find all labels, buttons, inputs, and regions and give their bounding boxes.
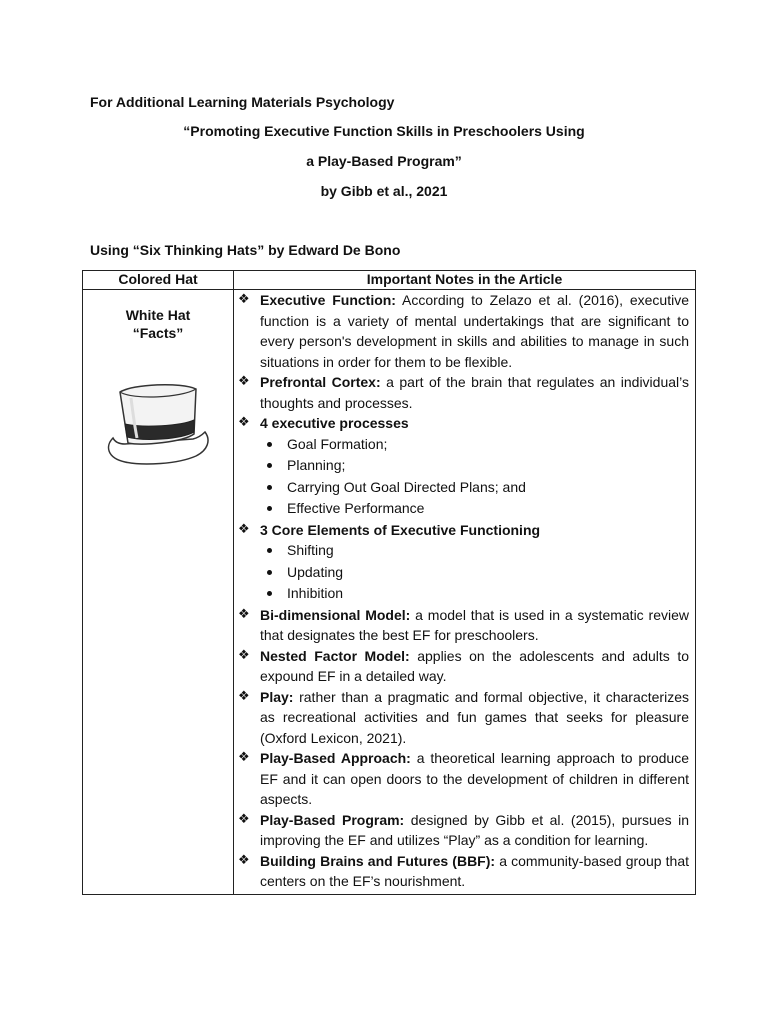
note-item <box>238 605 689 646</box>
sub-list-item: Updating <box>260 562 689 584</box>
hat-name: White Hat <box>125 307 191 323</box>
notes-cell <box>234 290 696 895</box>
table-row <box>83 290 696 895</box>
article-title-line-1: “Promoting Executive Function Skills in Preschoolers Using <box>183 123 585 139</box>
note-text: applies on the adolescents and adults to expound EF in a detailed way. <box>260 647 689 684</box>
note-term: Executive Function: <box>260 292 396 308</box>
note-item <box>238 520 689 605</box>
note-term: 3 Core Elements of Executive Functioning <box>260 521 541 538</box>
hat-cell <box>83 290 234 895</box>
note-item <box>238 851 689 892</box>
note-term: 4 executive processes <box>260 415 409 431</box>
note-item <box>238 413 689 520</box>
note-text: rather than a pragmatic and formal objective, it characterizes as recreational activities and fun games that seeks for pleasure (Oxford Lexicon, 2021). <box>260 688 689 746</box>
note-term: Bi-dimensional Model: <box>260 606 411 623</box>
note-item <box>238 748 689 810</box>
notes-list <box>234 290 695 894</box>
important-notes-header: Important Notes in the Article <box>234 271 696 290</box>
article-byline: by Gibb et al., 2021 <box>320 183 448 199</box>
note-term: Play-Based Program: <box>260 811 405 828</box>
note-term: Nested Factor Model: <box>260 647 410 664</box>
note-term: Prefrontal Cortex: <box>260 374 381 390</box>
note-term: Play: <box>260 688 294 705</box>
sub-list-item: Effective Performance <box>260 498 689 520</box>
note-text: designed by Gibb et al. (2015), pursues in improving the EF and utilizes “Play” as a condition for learning. <box>260 811 690 848</box>
note-item <box>238 646 689 687</box>
six-thinking-hats-table <box>82 270 696 895</box>
sub-list-item: Carrying Out Goal Directed Plans; and <box>260 477 689 499</box>
course-heading: For Additional Learning Materials Psychology <box>90 94 395 110</box>
note-item <box>238 372 689 413</box>
sub-list <box>260 540 689 605</box>
sub-list <box>260 434 689 520</box>
note-text: a theoretical learning approach to produce EF and it can open doors to the development of children in different aspects. <box>260 750 689 807</box>
article-title-line-2: a Play-Based Program” <box>306 153 462 169</box>
note-term: Building Brains and Futures (BBF): <box>260 852 496 869</box>
note-text: a community-based group that centers on the EF’s nourishment. <box>260 852 689 889</box>
note-item <box>238 810 689 851</box>
colored-hat-header: Colored Hat <box>83 271 234 290</box>
note-term: Play-Based Approach: <box>260 750 411 766</box>
sub-list-item: Planning; <box>260 455 689 477</box>
hat-subtitle: “Facts” <box>132 325 184 341</box>
sub-list-item: Inhibition <box>260 583 689 605</box>
note-text: According to Zelazo et al. (2016), executive function is a variety of mental undertakings that are significant to every person's development in skills and abilities to manage in such situations in order for them to be flexible. <box>260 292 689 370</box>
note-item <box>238 687 689 749</box>
note-text: a model that is used in a systematic review that designates the best EF for preschoolers. <box>260 606 689 643</box>
table-header-row <box>83 271 696 290</box>
note-text: a part of the brain that regulates an individual’s thoughts and processes. <box>260 374 689 411</box>
sub-list-item: Shifting <box>260 540 689 562</box>
method-heading: Using “Six Thinking Hats” by Edward De Bono <box>90 242 401 258</box>
note-item <box>238 290 689 372</box>
sub-list-item: Goal Formation; <box>260 434 689 456</box>
white-top-hat-icon <box>103 376 213 476</box>
